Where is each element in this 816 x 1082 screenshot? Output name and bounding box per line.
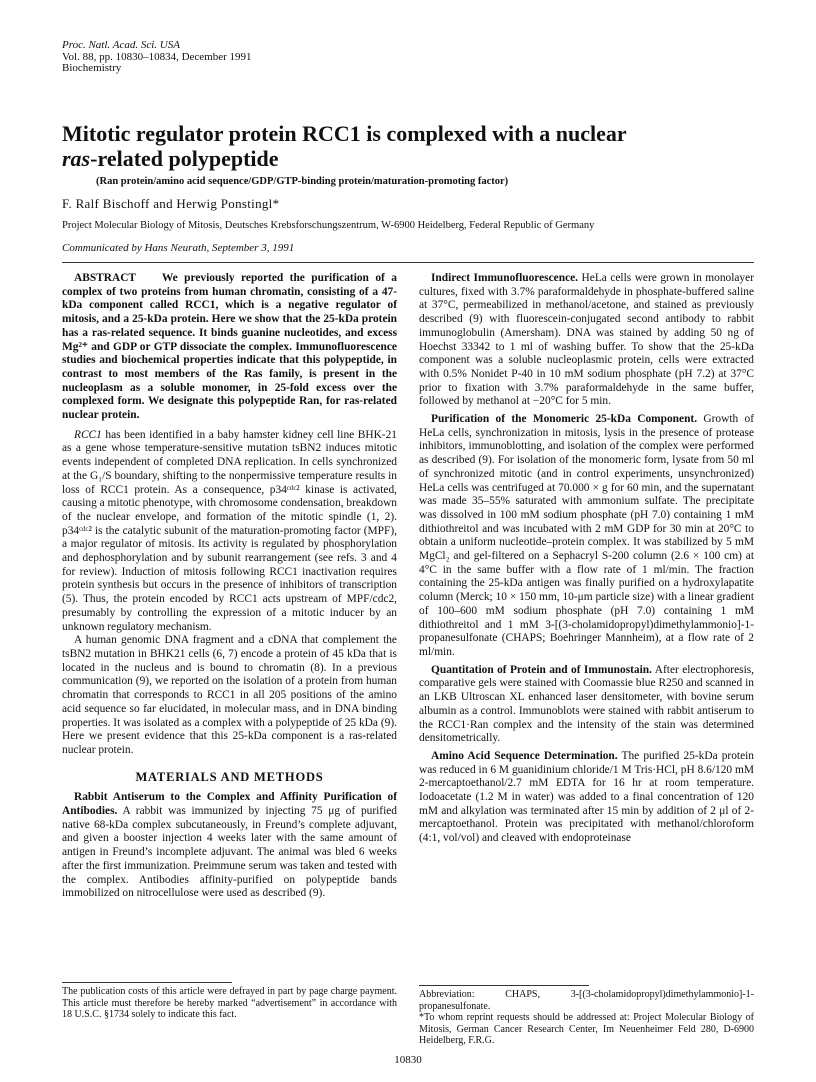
abstract	[62, 272, 397, 423]
abstract-label: ABSTRACT	[74, 272, 137, 284]
footnote-divider-left	[62, 982, 232, 983]
intro-paragraph-1	[62, 429, 397, 635]
article-title	[62, 121, 752, 171]
methods-purification	[419, 413, 754, 660]
journal-header	[62, 40, 252, 75]
purification-heading: Purification of the Monomeric 25-kDa Component.	[431, 413, 698, 426]
section-heading-methods: MATERIALS AND METHODS	[135, 769, 324, 784]
left-column	[62, 272, 397, 901]
footnotes-right	[419, 989, 754, 1047]
antiserum-heading: Rabbit Antiserum to the Complex and Affinity Purification of Antibodies.	[62, 791, 397, 818]
immunofluorescence-text: HeLa cells were grown in monolayer cultures, fixed with 3.7% paraformaldehyde in phosphate-buffered saline at 37°C, permeabilized in methanol/acetone, and stained as previously described (9) with fluorescein-conjugated second antibody to rabbit immunoglobulin (Amersham). DNA was stained by adding 50 ng of Hoechst 33342 to 1 ml of washing buffer. To show that the 25-kDa component was a soluble nucleoplasmic protein, cells were extracted with 0.5% Nonidet P-40 in 10 mM sodium phosphate (pH 7.2) at 37°C prior to fixation with 3.7% paraformaldehyde in the same buffer, followed by methanol at −20°C for 5 min.	[419, 272, 754, 408]
publication-charge-note: The publication costs of this article were defrayed in part by page charge payment. This article must therefore be hereby marked “advertisement” in accordance with 18 U.S.C. §1734 solely to indicate this fact.	[62, 986, 397, 1020]
quantitation-heading: Quantitation of Protein and of Immunostain.	[431, 663, 652, 676]
footnote-divider-right	[419, 985, 589, 986]
keywords: (Ran protein/amino acid sequence/GDP/GTP-binding protein/maturation-promoting factor)	[96, 176, 509, 187]
journal-name: Proc. Natl. Acad. Sci. USA	[62, 39, 180, 51]
authors: F. Ralf Bischoff and Herwig Ponstingl*	[62, 196, 280, 211]
intro-paragraph-1-text: has been identified in a baby hamster kidney cell line BHK-21 as a gene whose temperature-sensitive mutation tsBN2 induces mitotic events independent of completed DNA replication. In cells synchronized at the G₁/S boundary, shifting to the nonpermissive temperature results in loss of RCC1 protein. As a consequence, p34ᶜᵈᶜ² kinase is activated, causing a mitotic phenotype, with chromosome condensation, breakdown of the nuclear envelope, and formation of the mitotic spindle (1, 2). p34ᶜᵈᶜ² is the catalytic subunit of the maturation-promoting factor (MPF), a major regulator of mitosis. Its activity is regulated by phosphorylation and dephosphorylation and by subunit rearrangement (see refs. 3 and 4 for review). Induction of mitosis following RCC1 inactivation requires protein synthesis but occurs in the presence of inhibitors of transcription (5). Thus, the protein encoded by RCC1 acts upstream of MPF/cdc2, presumably by controlling the expression of a mitotic inducer by an unknown regulatory mechanism.	[62, 428, 397, 633]
page-number: 10830	[394, 1054, 422, 1066]
purification-text: Growth of HeLa cells, synchronization in mitosis, lysis in the presence of protease inhibitors, immunoblotting, and isolation of the complex were performed as described (9). For isolation of the monomeric form, lysate from 50 ml of synchronized mitotic (and in control experiments, unsynchronized) HeLa cells was centrifuged at 70.000 × g for 60 min, and the supernatant was made 35–55% saturated with ammonium sulfate. The precipitate was dissolved in 100 mM sodium phosphate (pH 7.0) containing 1 mM dithiothreitol and was incubated with 2 mM GDP for 30 min at 20°C to obtain a uniform nucleotide–protein complex. It was stabilized by 5 mM MgCl₂ and gel-filtered on a Sephacryl S-200 column (2.6 × 100 cm) at 4°C in the same buffer with a flow rate of 1 ml/min. The fraction containing the 25-kDa antigen was finally purified on a hydroxylapatite column (Merck; 10 × 150 mm, 10-μm particle size) with a linear gradient of 100–600 mM sodium phosphate (pH 7.0) containing 1 mM dithiothreitol and 1 mM 3-[(3-cholamidopropyl)dimethylammonio]-1-propanesulfonate (CHAPS; Boehringer Mannheim), at a flow rate of 2 ml/min.	[419, 413, 754, 658]
title-line-2	[62, 146, 752, 171]
header-divider	[62, 262, 754, 263]
affiliation: Project Molecular Biology of Mitosis, Deutsches Krebsforschungszentrum, W-6900 Heidelberg, Federal Republic of Germany	[62, 220, 595, 231]
journal-volume: Vol. 88, pp. 10830–10834, December 1991	[62, 50, 252, 63]
gene-name-italic: RCC1	[74, 428, 102, 441]
quantitation-text: After electrophoresis, comparative gels were stained with Coomassie blue R250 and scanned in an LKB Ultroscan XL enhanced laser densitometer, with bovine serum albumin as a control. Immunoblots were stained with rabbit antiserum to the RCC1·Ran complex and the intensity of the stain was determined densitometrically.	[419, 663, 755, 745]
right-column	[419, 272, 754, 846]
immunofluorescence-heading: Indirect Immunofluorescence.	[431, 272, 579, 284]
title-line-1: Mitotic regulator protein RCC1 is complexed with a nuclear	[62, 121, 627, 146]
antiserum-text: A rabbit was immunized by injecting 75 μg of purified native 68-kDa complex subcutaneously, in Freund’s complete adjuvant, and given a booster injection 4 weeks later with the same amount of antigen in Freund’s incomplete adjuvant. The animal was bled 6 weeks after the first immunization. Preimmune serum was taken and tested with the complex. Antibodies affinity-purified on polypeptide bands immobilized on nitrocellulose were used as described (9).	[62, 805, 398, 900]
sequencing-heading: Amino Acid Sequence Determination.	[431, 749, 618, 762]
title-line-2-rest: -related polypeptide	[90, 146, 279, 171]
abstract-text: We previously reported the purification of a complex of two proteins from human chromatin, consisting of a 47-kDa component called RCC1, which is a negative regulator of mitosis, and a 25-kDa protein. Here we show that the 25-kDa protein has a ras-related sequence. It binds guanine nucleotides, and excess Mg²⁺ and GDP or GTP dissociate the complex. Immunofluorescence studies and biochemical properties indicate that this polypeptide, in contrast to most members of the Ras family, is present in the nucleoplasm as a soluble monomer, in 25-fold excess over the complexed form. We designate this polypeptide Ran, for ras-related nuclear protein.	[62, 272, 397, 422]
methods-antiserum	[62, 791, 397, 901]
methods-sequencing	[419, 750, 754, 846]
communicated-by: Communicated by Hans Neurath, September 3, 1991	[62, 242, 295, 254]
abbreviation-footnote: Abbreviation: CHAPS, 3-[(3-cholamidopropyl)dimethylammonio]-1-propanesulfonate.	[419, 989, 754, 1012]
title-ras-italic: ras	[62, 146, 91, 171]
intro-paragraph-2: A human genomic DNA fragment and a cDNA that complement the tsBN2 mutation in BHK21 cells (6, 7) encode a protein of 45 kDa that is located in the nucleus and is bound to chromatin (8). In a previous communication (9), we reported on the isolation of a protein from human chromatin that corresponds to RCC1 in all 205 positions of the amino acid sequence so far elucidated, in molecular mass, and in DNA binding properties. It was isolated as a complex with a polypeptide of 25 kDa (9). Here we present evidence that this 25-kDa component is a ras-related nuclear protein.	[62, 634, 397, 756]
methods-immunofluorescence	[419, 272, 754, 409]
journal-section: Biochemistry	[62, 62, 122, 74]
sequencing-text: The purified 25-kDa protein was reduced in 6 M guanidinium chloride/1 M Tris·HCl, pH 8.6/120 mM 2-mercaptoethanol/2.7 mM EDTA for 16 hr at room temperature. Iodoacetate (1.2 M in water) was added to a final concentration of 120 mM and alkylation was terminated after 15 min by addition of 2 μl of 2-mercaptoethanol. Protein was precipitated with methanol/chloroform (4:1, vol/vol) and cleaved with endoproteinase	[419, 749, 754, 845]
methods-quantitation	[419, 664, 754, 746]
correspondence-footnote: *To whom reprint requests should be addressed at: Project Molecular Biology of Mitosis, German Cancer Research Center, Im Neuenheimer Feld 280, D-6900 Heidelberg, F.R.G.	[419, 1012, 754, 1046]
